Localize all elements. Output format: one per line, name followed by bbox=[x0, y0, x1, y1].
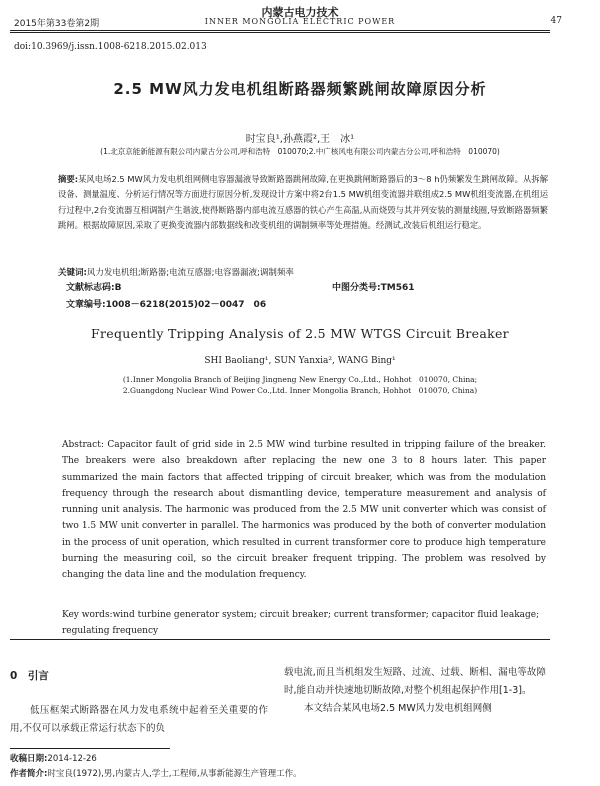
article-id bbox=[66, 297, 266, 310]
affiliation-en bbox=[0, 374, 600, 396]
affiliation-cn: (1.北京京能新能源有限公司内蒙古分公司,呼和浩特 010070;2.中广核风电有限公司内蒙古分公司,呼和浩特 010070) bbox=[100, 147, 500, 156]
abstract-en bbox=[62, 437, 546, 584]
header-rule-2 bbox=[10, 32, 550, 33]
body-right-column bbox=[284, 664, 546, 718]
body-left-column: 低压框架式断路器在风力发电系统中起着至关重要的作用,不仅可以承载正常运行状态下的负 bbox=[10, 705, 268, 734]
header-page-number: 47 bbox=[550, 16, 562, 26]
article-id-value: 1008－6218(2015)02－0047 06 bbox=[105, 300, 267, 310]
abstract-cn-text: 某风电场2.5 MW风力发电机组网侧电容器漏液导致断路器跳闸故障,在更换跳闸断路器后的3～8 h仍频繁发生跳闸故障。从拆解设备、测量温度、分析运行情况等方面进行原因分析,发现设计方案中将2台1.5 MW机组变流器并联组成2.5 MW机组变流器,在机组运行过程中,2台变流器互相调制产生谐波,使得断路器内部电流互感器的铁心产生高温,从而烧毁与其并列安装的测量线圈,导致断路器频繁跳闸。根据故障原因,采取了更换变流器内部数据线和改变机组的调制频率等处理措施。经测试,改装后机组运行稳定。 bbox=[58, 174, 548, 230]
body-right-paragraph-1: 载电流,而且当机组发生短路、过流、过载、断相、漏电等故障时,能自动并快速地切断故障,对整个机组起保护作用[1-3]。 bbox=[284, 667, 546, 696]
abstract-cn-label: 摘要: bbox=[58, 174, 79, 184]
doc-code-label: 文献标志码: bbox=[66, 283, 115, 293]
keywords-cn-text: 风力发电机组;断路器;电流互感器;电容器漏液;调制频率 bbox=[86, 268, 294, 278]
title-en: Frequently Tripping Analysis of 2.5 MW WTGS Circuit Breaker bbox=[91, 326, 509, 341]
header-issue: 2015年第33卷第2期 bbox=[14, 19, 100, 29]
title-cn: 2.5 MW风力发电机组断路器频繁跳闸故障原因分析 bbox=[113, 80, 487, 98]
abstract-separator bbox=[10, 639, 550, 640]
abstract-cn bbox=[58, 172, 548, 233]
doc-code-value: B bbox=[114, 283, 122, 293]
clc-number-label: 中图分类号: bbox=[332, 283, 381, 293]
keywords-cn-label: 关键词: bbox=[58, 268, 87, 278]
doc-code bbox=[66, 280, 121, 293]
body-right-paragraph-2: 本文结合某风电场2.5 MW风力发电机组网侧 bbox=[304, 703, 492, 714]
keywords-en-label: Key words: bbox=[62, 610, 113, 620]
section-title: 引言 bbox=[27, 670, 49, 682]
header-journal-cn: 内蒙古电力技术 bbox=[261, 6, 339, 19]
header-rule bbox=[10, 30, 550, 31]
footnote-received bbox=[10, 752, 97, 764]
clc-number bbox=[332, 280, 415, 293]
abstract-en-label: Abstract: bbox=[62, 440, 104, 450]
keywords-cn bbox=[58, 266, 548, 278]
affiliation-en-line-2: 2.Guangdong Nuclear Wind Power Co.,Ltd. Inner Mongolia Branch, Hohhot 010070, China) bbox=[122, 386, 478, 395]
footnote-rule bbox=[10, 748, 170, 749]
footnote-received-label: 收稿日期: bbox=[10, 754, 48, 764]
affiliation-en-line-1: (1.Inner Mongolia Branch of Beijing Jingneng New Energy Co.,Ltd., Hohhot 010070, China; bbox=[122, 375, 478, 384]
authors-en: SHI Baoliang¹, SUN Yanxia², WANG Bing¹ bbox=[204, 356, 396, 366]
footnote-author-value: 时宝良(1972),男,内蒙古人,学士,工程师,从事新能源生产管理工作。 bbox=[47, 769, 302, 779]
abstract-en-text: Capacitor fault of grid side in 2.5 MW wind turbine resulted in tripping failure of the breaker. The breakers were also breakdown after replacing the new one 3 to 8 hours later. This paper summarized the main factors that affected tripping of circuit breaker, which was from the modulation frequency through the research about dismantling device, temperature measurement and analysis of running unit analysis. The harmonic was produced from the 2.5 MW unit converter which was consist of two 1.5 MW unit converter in parallel. The harmonics was produced by the both of converter modulation in the process of unit operation, which resulted in current transformer core to produce high temperature burning the measuring coil, so the circuit breaker frequent tripping. The problem was resolved by changing the data line and the modulation frequency. bbox=[62, 440, 546, 581]
doi: doi:10.3969/j.issn.1008-6218.2015.02.013 bbox=[14, 42, 207, 52]
section-heading bbox=[10, 668, 49, 683]
header-journal-en: INNER MONGOLIA ELECTRIC POWER bbox=[204, 17, 396, 26]
authors-cn: 时宝良¹,孙燕霞²,王 冰¹ bbox=[245, 134, 355, 145]
footnote-received-value: 2014-12-26 bbox=[47, 754, 97, 764]
section-number: 0 bbox=[10, 670, 18, 682]
keywords-en bbox=[62, 607, 546, 639]
keywords-en-text: wind turbine generator system; circuit breaker; current transformer; capacitor fluid leakage; regulating frequency bbox=[62, 610, 540, 636]
footnote-author-label: 作者简介: bbox=[10, 769, 48, 779]
footnote-author bbox=[10, 767, 302, 779]
article-id-label: 文章编号: bbox=[66, 300, 106, 310]
clc-number-value: TM561 bbox=[380, 283, 415, 293]
